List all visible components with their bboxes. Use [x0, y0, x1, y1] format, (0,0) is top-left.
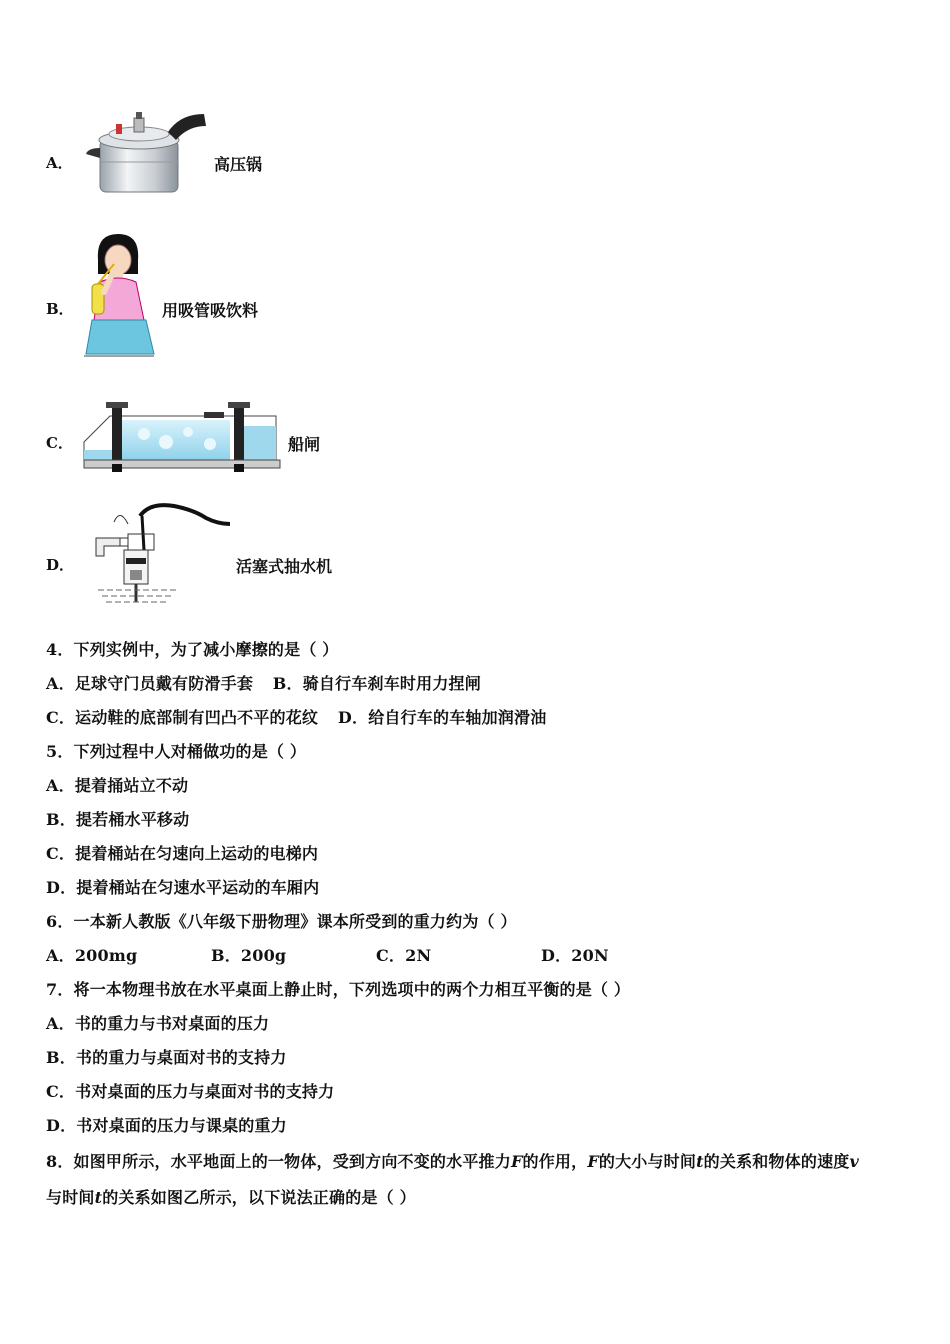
q4-option-b: B．骑自行车刹车时用力捏闸 — [272, 674, 481, 693]
pressure-cooker-icon — [80, 100, 210, 200]
ship-lock-icon — [84, 398, 284, 478]
q6-option-d: D．20N — [541, 946, 609, 965]
option-d-label: 活塞式抽水机 — [236, 557, 333, 576]
q8-var-v: v — [849, 1152, 859, 1171]
option-a-label: 高压锅 — [214, 155, 263, 174]
q8-var-t: t — [696, 1152, 704, 1171]
option-c-label: 船闸 — [288, 435, 321, 454]
q4-option-a: A．足球守门员戴有防滑手套 — [46, 674, 254, 693]
q7-option-d: D．书对桌面的压力与课桌的重力 — [46, 1116, 287, 1135]
q8-text-1a: 8．如图甲所示，水平地面上的一物体，受到方向不变的水平推力 — [46, 1152, 511, 1171]
q8-var-t-2: t — [94, 1188, 103, 1207]
q4-option-c: C．运动鞋的底部制有凹凸不平的花纹 — [46, 708, 319, 727]
q4-options-row-1 — [46, 671, 481, 694]
option-b-label: 用吸管吸饮料 — [162, 301, 259, 320]
q8-line-2 — [46, 1185, 416, 1208]
piston-pump-icon — [84, 498, 234, 610]
q7-option-c: C．书对桌面的压力与桌面对书的支持力 — [46, 1082, 335, 1101]
q4-stem: 4．下列实例中，为了减小摩擦的是（ ） — [46, 640, 339, 659]
q5-option-c: C．提着桶站在匀速向上运动的电梯内 — [46, 844, 319, 863]
q5-option-a: A．提着捅站立不动 — [46, 776, 189, 795]
q8-text-2a: 与时间 — [46, 1188, 95, 1207]
q8-text-1d: 的关系和物体的速度 — [703, 1152, 850, 1171]
q4-options-row-2 — [46, 705, 546, 728]
q6-option-a: A．200mg — [46, 946, 138, 965]
q8-text-1b: 的作用， — [522, 1152, 588, 1171]
q6-option-b: B．200g — [211, 946, 287, 965]
q8-text-1c: 的大小与时间 — [598, 1152, 697, 1171]
q5-stem: 5．下列过程中人对桶做功的是（ ） — [46, 742, 307, 761]
girl-drinking-straw-icon — [84, 230, 164, 360]
q6-stem: 6．一本新人教版《八年级下册物理》课本所受到的重力约为（ ） — [46, 912, 517, 931]
q7-option-b: B．书的重力与桌面对书的支持力 — [46, 1048, 287, 1067]
option-c-letter: C． — [46, 434, 73, 452]
option-b-letter: B． — [46, 300, 74, 318]
q8-text-2b: 的关系如图乙所示，以下说法正确的是（ ） — [102, 1188, 416, 1207]
q5-option-d: D．提着桶站在匀速水平运动的车厢内 — [46, 878, 320, 897]
q6-option-c: C．2N — [376, 946, 432, 965]
q7-option-a: A．书的重力与书对桌面的压力 — [46, 1014, 270, 1033]
q8-var-f: F — [510, 1152, 523, 1171]
q8-line-1 — [46, 1149, 859, 1172]
q5-option-b: B．提若桶水平移动 — [46, 810, 190, 829]
q8-var-f-2: F — [587, 1152, 599, 1171]
option-a-letter: A． — [46, 154, 73, 172]
option-d-letter: D． — [46, 556, 75, 574]
q7-stem: 7．将一本物理书放在水平桌面上静止时，下列选项中的两个力相互平衡的是（ ） — [46, 980, 631, 999]
q4-option-d: D．给自行车的车轴加润滑油 — [337, 708, 547, 727]
